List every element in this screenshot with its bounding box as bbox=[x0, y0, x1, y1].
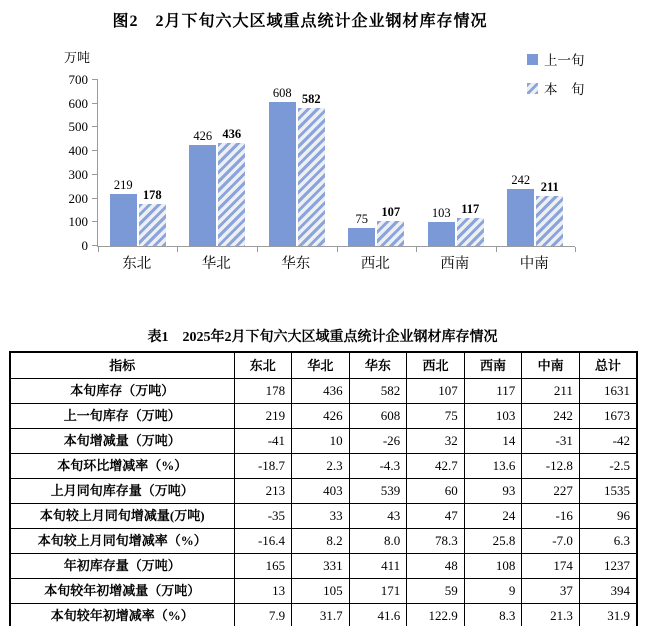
table-row bbox=[10, 454, 637, 479]
row-indicator-label: 本旬较上月同旬增减量(万吨) bbox=[10, 504, 234, 529]
table-cell: 8.2 bbox=[292, 529, 350, 554]
table-cell: 211 bbox=[522, 379, 580, 404]
table-cell: 75 bbox=[407, 404, 465, 429]
y-axis-tick bbox=[92, 126, 98, 127]
table-cell: -41 bbox=[234, 429, 292, 454]
bar-value-label: 436 bbox=[222, 126, 242, 141]
table-cell: 10 bbox=[292, 429, 350, 454]
bar-value-label: 75 bbox=[355, 212, 368, 227]
table-cell: -7.0 bbox=[522, 529, 580, 554]
table-cell: -12.8 bbox=[522, 454, 580, 479]
table-cell: 37 bbox=[522, 579, 580, 604]
table-cell: 31.7 bbox=[292, 604, 350, 626]
table-cell: 105 bbox=[292, 579, 350, 604]
y-axis-tick-label: 400 bbox=[68, 143, 88, 159]
table-cell: -18.7 bbox=[234, 454, 292, 479]
x-axis-tick bbox=[575, 247, 576, 252]
table-row bbox=[10, 404, 637, 429]
table-cell: 227 bbox=[522, 479, 580, 504]
y-axis-tick-label: 200 bbox=[68, 190, 88, 206]
table-header-cell: 总计 bbox=[579, 352, 637, 379]
table-row bbox=[10, 504, 637, 529]
table-cell: 43 bbox=[349, 504, 407, 529]
table-cell: 31.9 bbox=[579, 604, 637, 626]
table-header-cell: 中南 bbox=[522, 352, 580, 379]
row-indicator-label: 本旬库存（万吨） bbox=[10, 379, 234, 404]
bar-groups bbox=[98, 80, 575, 246]
y-axis-tick bbox=[92, 79, 98, 80]
y-axis-tick-label: 600 bbox=[68, 95, 88, 111]
table-row bbox=[10, 429, 637, 454]
bar-本旬-东北 bbox=[139, 187, 166, 246]
table-cell: 117 bbox=[464, 379, 522, 404]
bar-本旬-西南 bbox=[457, 202, 484, 246]
x-axis-category-labels bbox=[97, 252, 574, 273]
table-cell: 403 bbox=[292, 479, 350, 504]
table-cell: -16.4 bbox=[234, 529, 292, 554]
legend-item-previous-period bbox=[527, 49, 585, 69]
y-axis-tick bbox=[92, 174, 98, 175]
table-header-cell: 西南 bbox=[464, 352, 522, 379]
row-indicator-label: 年初库存量（万吨） bbox=[10, 554, 234, 579]
bar-value-label: 219 bbox=[113, 178, 133, 193]
bar-group-华东 bbox=[257, 80, 337, 246]
table-cell: -16 bbox=[522, 504, 580, 529]
y-axis-tick bbox=[92, 198, 98, 199]
table-cell: 13 bbox=[234, 579, 292, 604]
table-cell: 96 bbox=[579, 504, 637, 529]
table-header-row bbox=[10, 352, 637, 379]
bar-本旬-华北 bbox=[218, 126, 245, 246]
table-row bbox=[10, 554, 637, 579]
table-cell: -35 bbox=[234, 504, 292, 529]
table-cell: 59 bbox=[407, 579, 465, 604]
legend-solid-swatch-icon bbox=[527, 54, 538, 65]
row-indicator-label: 上月同旬库存量（万吨） bbox=[10, 479, 234, 504]
table-cell: 2.3 bbox=[292, 454, 350, 479]
bar-value-label: 582 bbox=[301, 91, 321, 106]
y-axis-tick-label: 300 bbox=[68, 166, 88, 182]
bar-value-label: 608 bbox=[272, 85, 292, 100]
bar-group-华北 bbox=[178, 80, 258, 246]
table-row bbox=[10, 579, 637, 604]
table-cell: 331 bbox=[292, 554, 350, 579]
inventory-table bbox=[9, 351, 638, 626]
y-axis-tick bbox=[92, 245, 98, 246]
bar-value-label: 178 bbox=[142, 187, 162, 202]
bar-value-label: 242 bbox=[511, 172, 531, 187]
row-indicator-label: 本旬较年初增减量（万吨） bbox=[10, 579, 234, 604]
bar-本旬-西北 bbox=[377, 204, 404, 246]
table-cell: -26 bbox=[349, 429, 407, 454]
table-row bbox=[10, 379, 637, 404]
row-indicator-label: 本旬较年初增减率（%） bbox=[10, 604, 234, 626]
table-cell: 108 bbox=[464, 554, 522, 579]
x-axis-category-label: 中南 bbox=[519, 256, 549, 272]
bar-本旬-华东 bbox=[298, 91, 325, 246]
row-indicator-label: 本旬较上月同旬增减率（%） bbox=[10, 529, 234, 554]
table-cell: -42 bbox=[579, 429, 637, 454]
bar-value-label: 117 bbox=[461, 202, 480, 217]
table-cell: 21.3 bbox=[522, 604, 580, 626]
bar-group-东北 bbox=[98, 80, 178, 246]
bar-group-中南 bbox=[496, 80, 576, 246]
table-cell: 32 bbox=[407, 429, 465, 454]
y-axis-tick bbox=[92, 221, 98, 222]
x-axis-category-label: 东北 bbox=[122, 256, 152, 272]
x-axis-category-label: 西南 bbox=[440, 256, 470, 272]
chart-title: 图2 2月下旬六大区域重点统计企业钢材库存情况 bbox=[112, 13, 488, 30]
table-cell: 25.8 bbox=[464, 529, 522, 554]
x-axis-category-label: 西北 bbox=[360, 256, 390, 272]
table-cell: 42.7 bbox=[407, 454, 465, 479]
table-cell: 1631 bbox=[579, 379, 637, 404]
table-cell: 171 bbox=[349, 579, 407, 604]
x-axis-category-label: 华东 bbox=[281, 256, 311, 272]
table-cell: 539 bbox=[349, 479, 407, 504]
table-cell: 165 bbox=[234, 554, 292, 579]
bar-value-label: 211 bbox=[540, 179, 559, 194]
table-cell: 14 bbox=[464, 429, 522, 454]
x-axis-category-label: 华北 bbox=[201, 256, 231, 272]
table-header-cell: 华北 bbox=[292, 352, 350, 379]
table-cell: 436 bbox=[292, 379, 350, 404]
y-axis-tick-label: 0 bbox=[81, 238, 88, 253]
table-cell: -4.3 bbox=[349, 454, 407, 479]
bar-value-label: 107 bbox=[381, 204, 401, 219]
table-cell: 8.0 bbox=[349, 529, 407, 554]
table-body bbox=[10, 379, 637, 626]
table-cell: 219 bbox=[234, 404, 292, 429]
table-cell: 93 bbox=[464, 479, 522, 504]
table-header-cell: 西北 bbox=[407, 352, 465, 379]
bar-上一旬-东北 bbox=[110, 178, 137, 246]
y-axis-unit-label: 万吨 bbox=[64, 50, 91, 65]
bar-value-label: 426 bbox=[193, 128, 213, 143]
table-cell: 394 bbox=[579, 579, 637, 604]
bar-value-label: 103 bbox=[431, 205, 451, 220]
table-header-cell: 华东 bbox=[349, 352, 407, 379]
table-cell: -31 bbox=[522, 429, 580, 454]
table-cell: 8.3 bbox=[464, 604, 522, 626]
table-cell: 6.3 bbox=[579, 529, 637, 554]
table-cell: 411 bbox=[349, 554, 407, 579]
bar-group-西北 bbox=[337, 80, 417, 246]
row-indicator-label: 本旬环比增减率（%） bbox=[10, 454, 234, 479]
y-axis-tick-label: 500 bbox=[68, 119, 88, 135]
table-cell: 103 bbox=[464, 404, 522, 429]
y-axis-tick-label: 700 bbox=[68, 72, 88, 87]
bar-group-西南 bbox=[416, 80, 496, 246]
table-cell: 78.3 bbox=[407, 529, 465, 554]
table-cell: 60 bbox=[407, 479, 465, 504]
table-cell: 1673 bbox=[579, 404, 637, 429]
y-axis-tick-label: 100 bbox=[68, 214, 88, 230]
table-cell: 7.9 bbox=[234, 604, 292, 626]
table-cell: 582 bbox=[349, 379, 407, 404]
legend-label: 上一旬 bbox=[544, 53, 585, 68]
legend-label: 本 旬 bbox=[544, 82, 585, 97]
table-cell: 213 bbox=[234, 479, 292, 504]
table-cell: 178 bbox=[234, 379, 292, 404]
table-cell: 47 bbox=[407, 504, 465, 529]
table-cell: 13.6 bbox=[464, 454, 522, 479]
bar-上一旬-华东 bbox=[269, 85, 296, 246]
table-row bbox=[10, 604, 637, 626]
table-cell: 1535 bbox=[579, 479, 637, 504]
table-cell: 122.9 bbox=[407, 604, 465, 626]
table-header-cell: 东北 bbox=[234, 352, 292, 379]
bar-上一旬-中南 bbox=[507, 172, 534, 246]
table-cell: 107 bbox=[407, 379, 465, 404]
plot-area bbox=[68, 72, 575, 253]
table-cell: 426 bbox=[292, 404, 350, 429]
table-header-cell: 指标 bbox=[10, 352, 234, 379]
table-row bbox=[10, 479, 637, 504]
table-cell: 174 bbox=[522, 554, 580, 579]
table-cell: 48 bbox=[407, 554, 465, 579]
bar-上一旬-西北 bbox=[348, 212, 375, 246]
table-cell: 242 bbox=[522, 404, 580, 429]
bar-本旬-中南 bbox=[536, 179, 563, 246]
row-indicator-label: 上一旬库存（万吨） bbox=[10, 404, 234, 429]
table-cell: 24 bbox=[464, 504, 522, 529]
bar-上一旬-西南 bbox=[428, 205, 455, 246]
table-cell: 9 bbox=[464, 579, 522, 604]
table-cell: 1237 bbox=[579, 554, 637, 579]
row-indicator-label: 本旬增减量（万吨） bbox=[10, 429, 234, 454]
table-cell: 33 bbox=[292, 504, 350, 529]
bar-上一旬-华北 bbox=[189, 128, 216, 246]
table-row bbox=[10, 529, 637, 554]
table-cell: 608 bbox=[349, 404, 407, 429]
y-axis-tick bbox=[92, 103, 98, 104]
table-cell: 41.6 bbox=[349, 604, 407, 626]
table-title: 表1 2025年2月下旬六大区域重点统计企业钢材库存情况 bbox=[147, 330, 498, 345]
table-cell: -2.5 bbox=[579, 454, 637, 479]
y-axis-tick bbox=[92, 150, 98, 151]
